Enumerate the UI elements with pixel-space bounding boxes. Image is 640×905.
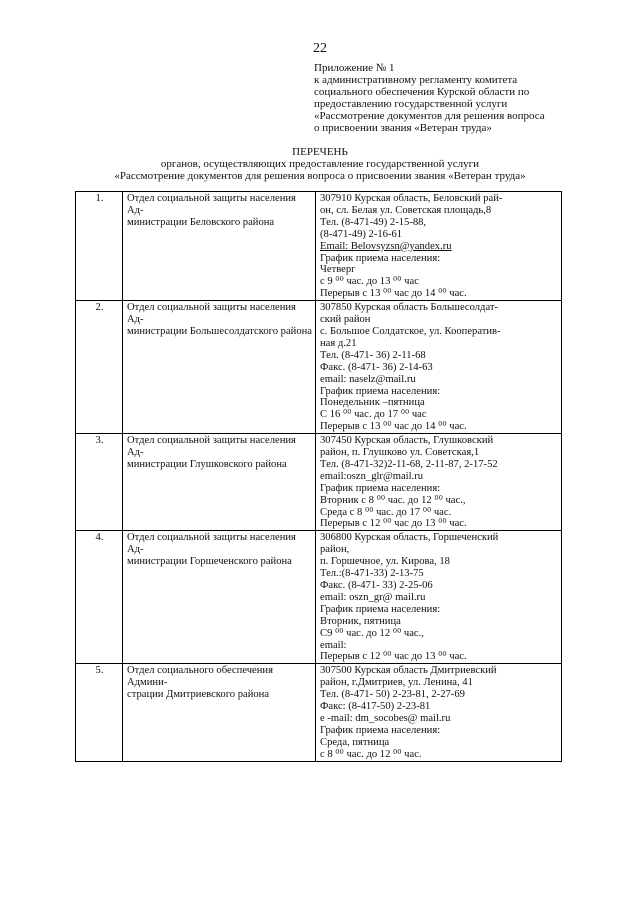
contact-line: Тел. (8-471-49) 2-15-88,	[320, 216, 427, 228]
contact-line: Перерыв с 13 ⁰⁰ час до 14 ⁰⁰ час.	[320, 288, 467, 300]
contact-line: Среда, пятница	[320, 736, 390, 748]
list-title: ПЕРЕЧЕНЬ	[292, 146, 348, 158]
contact-line: email:	[320, 639, 347, 651]
contact-line: График приема населения:	[320, 482, 441, 494]
contact-line: Факс. (8-471- 36) 2-14-63	[320, 361, 433, 373]
contact-line: Тел.:(8-471-33) 2-13-75	[320, 568, 424, 580]
contact-line: График приема населения:	[320, 603, 441, 615]
organization-line: Отдел социальной защиты населения Ад-	[127, 193, 296, 216]
list-subtitle: органов, осуществляющих предоставление государственной услуги	[160, 158, 480, 170]
organization-line: Отдел социальной защиты населения Ад-	[127, 302, 296, 326]
organization-line: министрации Беловского района	[127, 216, 275, 228]
contact-line: 307910 Курская область, Беловский рай-	[320, 193, 503, 204]
contact-line: С9 ⁰⁰ час. до 12 ⁰⁰ час.,	[320, 627, 424, 639]
organization-line: министрации Большесолдатского района	[127, 325, 313, 337]
contact-line: ский район	[320, 314, 371, 326]
appendix-line: к административному регламенту комитета	[314, 74, 518, 86]
contact-line: Тел. (8-471- 50) 2-23-81, 2-27-69	[320, 689, 465, 701]
contact-line: Тел. (8-471-32)2-11-68, 2-11-87, 2-17-52	[320, 458, 498, 470]
appendix-line: «Рассмотрение документов для решения вопроса	[314, 110, 545, 122]
contact-cell	[316, 434, 562, 531]
contact-line: Факс. (8-471- 33) 2-25-06	[320, 580, 433, 591]
contact-line: График приема населения:	[320, 252, 441, 264]
appendix-line: о присвоении звания «Ветеран труда»	[314, 122, 492, 134]
row-number: 5.	[76, 664, 123, 761]
contact-cell	[316, 531, 562, 664]
contact-line: Перерыв с 12 ⁰⁰ час до 13 ⁰⁰ час.	[320, 651, 467, 663]
table-row	[76, 301, 562, 434]
contact-line: 307500 Курская область Дмитриевский	[320, 665, 497, 677]
organization-cell	[123, 192, 316, 301]
contact-line: Четверг	[320, 264, 356, 276]
contact-cell	[316, 301, 562, 434]
table-row	[76, 434, 562, 531]
list-subtitle-service: «Рассмотрение документов для решения вопроса о присвоении звания «Ветеран труда»	[114, 170, 526, 182]
contact-line: п. Горшечное, ул. Кирова, 18	[320, 556, 450, 568]
contact-line: район, г.Дмитриев, ул. Ленина, 41	[320, 677, 473, 689]
organization-cell	[123, 434, 316, 531]
contact-line: 306800 Курская область, Горшеченский	[320, 532, 499, 544]
contact-line: (8-471-49) 2-16-61	[320, 228, 403, 240]
organization-line: Отдел социального обеспечения Админи-	[127, 665, 273, 689]
contact-line: Вторник с 8 ⁰⁰ час. до 12 ⁰⁰ час.,	[320, 494, 466, 506]
row-number: 2.	[76, 301, 123, 434]
contact-line: Факс: (8-417-50) 2-23-81	[320, 701, 431, 713]
contact-line: с. Большое Солдатское, ул. Кооператив-	[320, 325, 501, 337]
contact-line: email:oszn_glr@mail.ru	[320, 470, 424, 482]
contact-line: Email: Belovsyzsn@yandex.ru	[320, 240, 452, 252]
contact-line: email: oszn_gr@ mail.ru	[320, 591, 426, 603]
contact-line: Среда с 8 ⁰⁰ час. до 17 ⁰⁰ час.	[320, 506, 452, 518]
contact-line: e -mail: dm_socobes@ mail.ru	[320, 712, 451, 724]
table-row	[76, 192, 562, 301]
contact-line: График приема населения:	[320, 385, 441, 397]
row-number: 1.	[76, 192, 123, 301]
appendix-block	[314, 62, 614, 134]
contact-line: 307850 Курская область Большесолдат-	[320, 302, 499, 314]
contact-line: Понедельник –пятница	[320, 397, 425, 409]
table-row	[76, 531, 562, 664]
contact-line: График приема населения:	[320, 724, 441, 736]
contact-line: Перерыв с 12 ⁰⁰ час до 13 ⁰⁰ час.	[320, 518, 467, 530]
organization-cell	[123, 531, 316, 664]
contact-cell	[316, 192, 562, 301]
organization-line: министрации Горшеченского района	[127, 556, 292, 568]
contact-line: С 16 ⁰⁰ час. до 17 ⁰⁰ час	[320, 409, 427, 421]
contact-line: он, сл. Белая ул. Советская площадь,8	[320, 204, 492, 216]
contact-line: район, п. Глушково ул. Советская,1	[320, 447, 480, 459]
organization-line: Отдел социальной защиты населения Ад-	[127, 435, 296, 459]
contact-line: email: naselz@mail.ru	[320, 373, 416, 385]
table-row	[76, 664, 562, 761]
organization-cell	[123, 301, 316, 434]
contact-line: Вторник, пятница	[320, 615, 401, 627]
contact-line: с 8 ⁰⁰ час. до 12 ⁰⁰ час.	[320, 748, 422, 760]
contact-line: район,	[320, 544, 350, 556]
contact-line: Перерыв с 13 ⁰⁰ час до 14 ⁰⁰ час.	[320, 421, 467, 433]
contact-line: Тел. (8-471- 36) 2-11-68	[320, 349, 426, 361]
row-number: 3.	[76, 434, 123, 531]
row-number: 4.	[76, 531, 123, 664]
contact-cell	[316, 664, 562, 761]
contact-line: ная д.21	[320, 337, 357, 349]
organization-cell	[123, 664, 316, 761]
appendix-line: социального обеспечения Курской области по	[314, 86, 530, 98]
contact-line: 307450 Курская область, Глушковский	[320, 435, 494, 447]
appendix-line: Приложение № 1	[314, 62, 395, 74]
organization-line: министрации Глушковского района	[127, 458, 287, 470]
contact-line: с 9 ⁰⁰ час. до 13 ⁰⁰ час	[320, 276, 419, 288]
agencies-table	[75, 191, 562, 762]
organization-line: Отдел социальной защиты населения Ад-	[127, 532, 296, 556]
appendix-line: предоставлению государственной услуги	[314, 98, 508, 110]
organization-line: страции Дмитриевского района	[127, 689, 270, 701]
page-number: 22	[313, 41, 327, 56]
